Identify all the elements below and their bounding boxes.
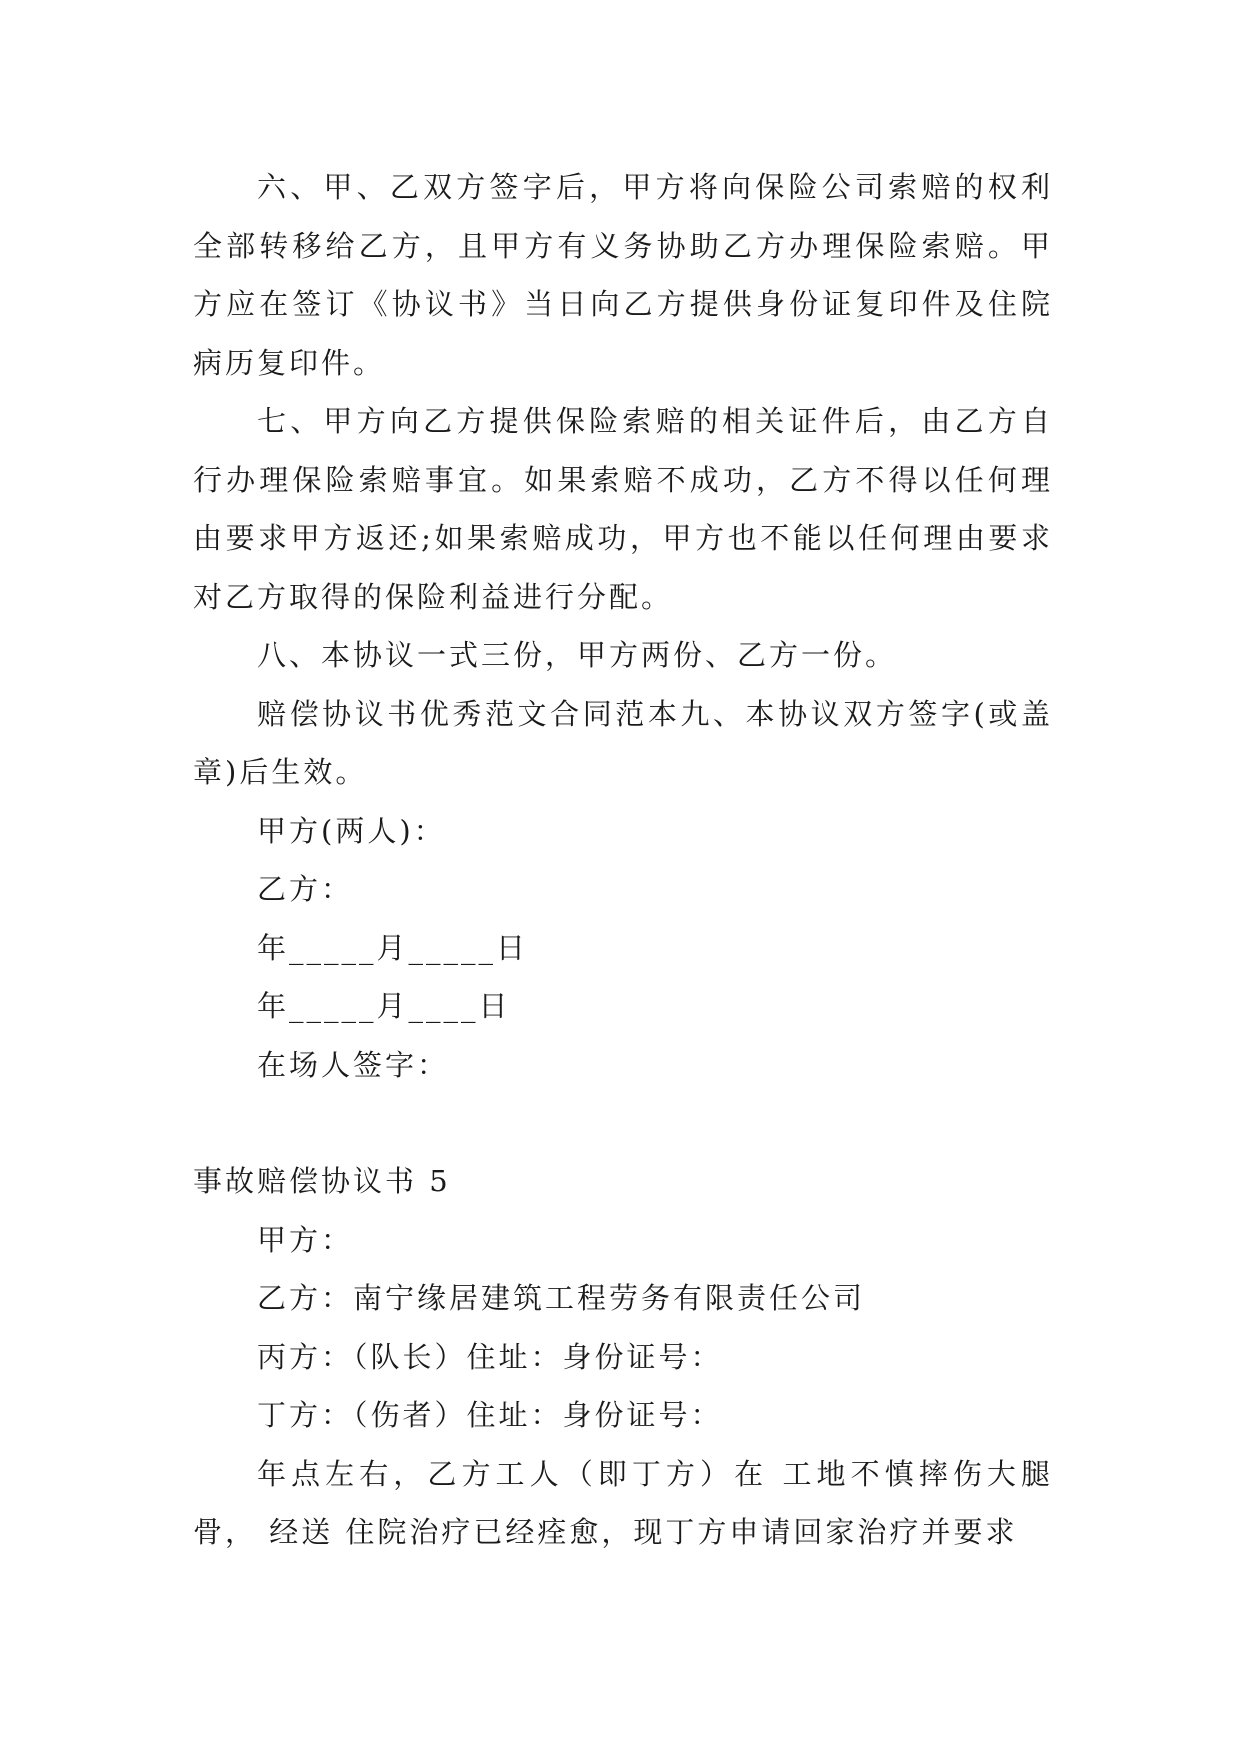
document-page [193,158,1053,1562]
party-d-line: 丁方：（伤者）住址：身份证号： [257,1398,723,1432]
signature-party-a: 甲方(两人)： [257,813,446,848]
signature-party-b: 乙方： [257,872,354,906]
party-c-line: 丙方：（队长）住址：身份证号： [257,1339,723,1374]
party-a-line: 甲方： [257,1222,354,1257]
date-line-2: 年_____月____日 [257,989,511,1023]
incident-paragraph: 年点左右，乙方工人（即丁方）在 工地不慎摔伤大腿骨， 经送 住院治疗已经痊愈，现丁方申请回家治疗并要求 [193,1456,1053,1549]
section-title: 事故赔偿协议书 5 [193,1164,451,1198]
party-b-line: 乙方：南宁缘居建筑工程劳务有限责任公司 [257,1281,866,1315]
witness-signature: 在场人签字： [257,1047,450,1082]
clause-8: 八、本协议一式三份，甲方两份、乙方一份。 [257,638,898,672]
clause-6: 六、甲、乙双方签字后，甲方将向保险公司索赔的权利全部转移给乙方，且甲方有义务协助乙方办理保险索赔。甲方应在签订《协议书》当日向乙方提供身份证复印件及住院病历复印件。 [193,170,1053,380]
section-spacer [193,1094,1053,1152]
clause-9: 赔偿协议书优秀范文合同范本九、本协议双方签字(或盖章)后生效。 [193,696,1053,789]
clause-7: 七、甲方向乙方提供保险索赔的相关证件后，由乙方自行办理保险索赔事宜。如果索赔不成功，乙方不得以任何理由要求甲方返还;如果索赔成功，甲方也不能以任何理由要求对乙方取得的保险利益进行分配。 [193,404,1053,614]
date-line-1: 年_____月_____日 [257,930,529,965]
